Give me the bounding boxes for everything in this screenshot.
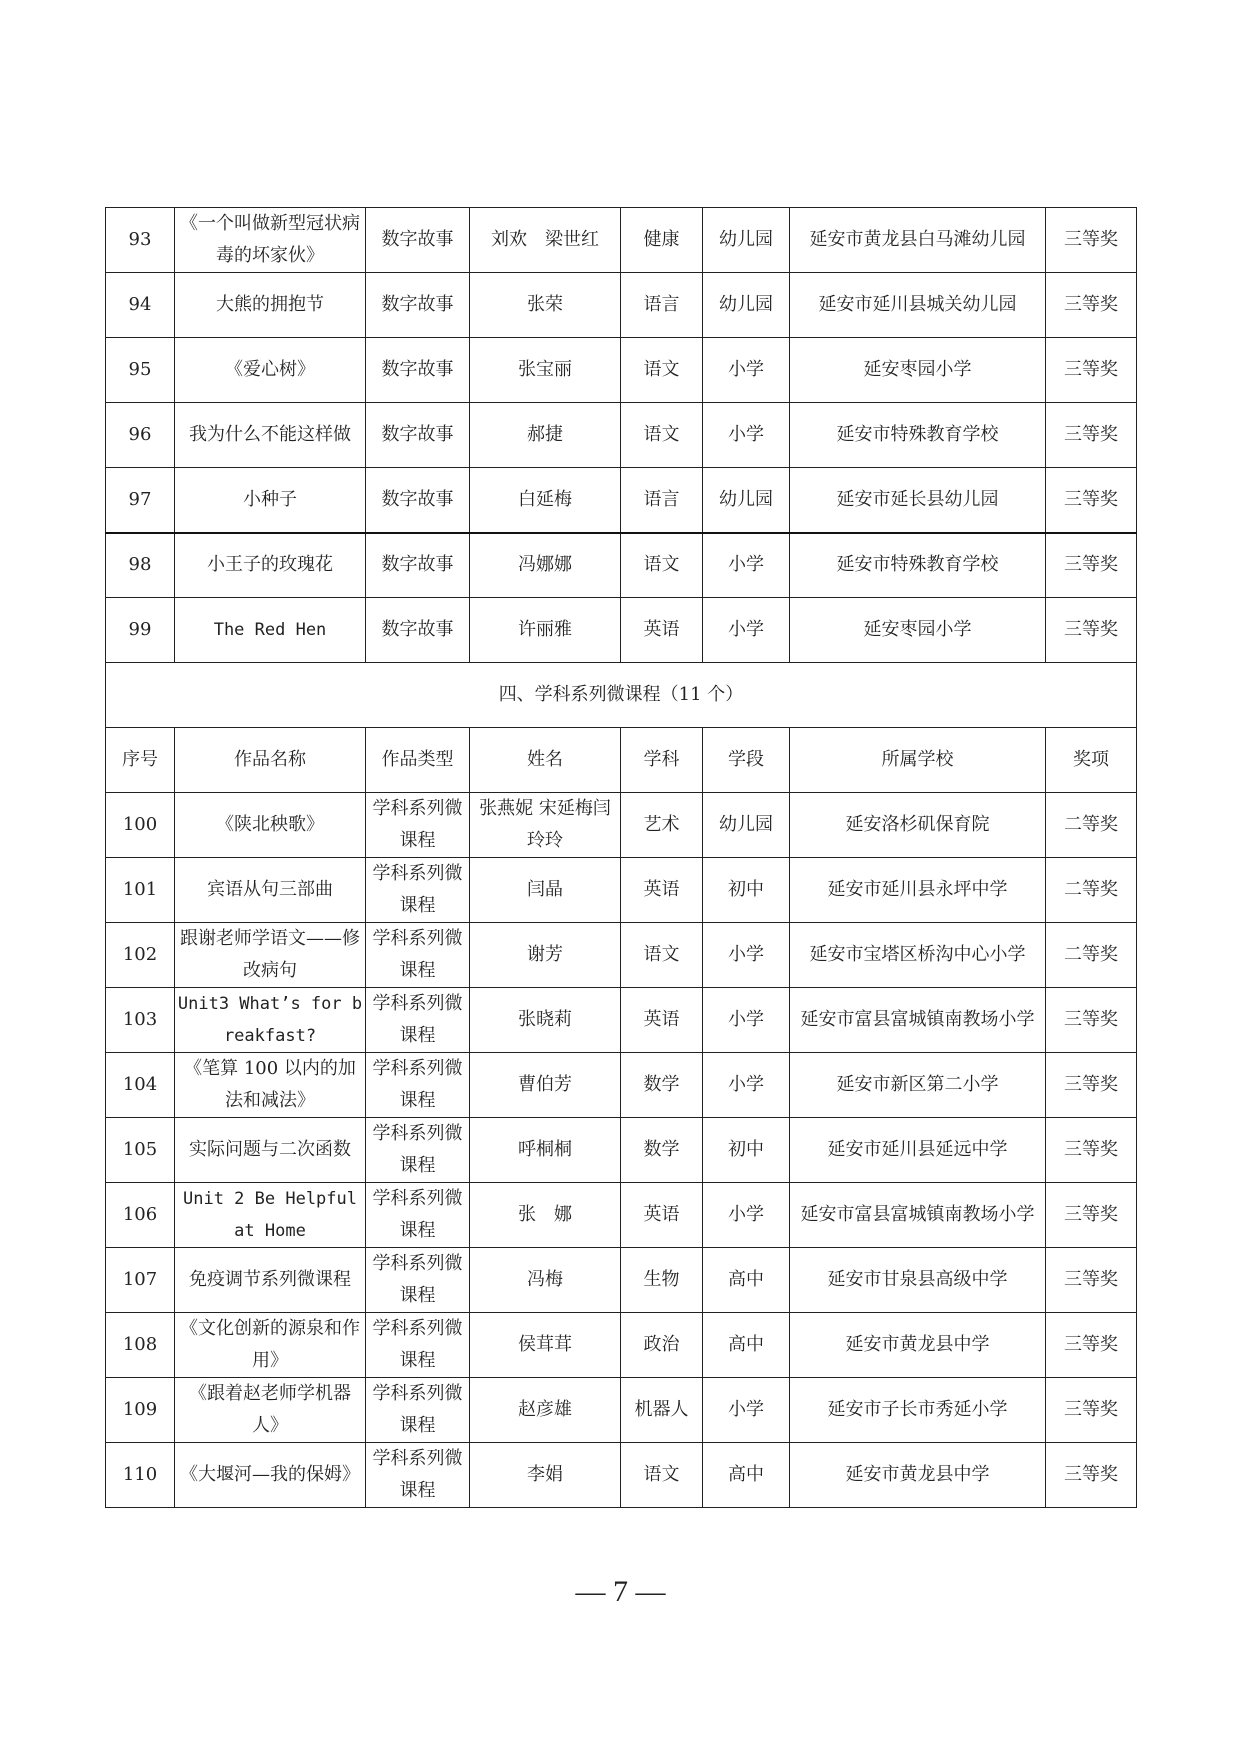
cell-index: 93: [106, 208, 175, 273]
table-row: [106, 208, 1137, 273]
cell-index: 108: [106, 1313, 175, 1378]
cell-stage: 小学: [703, 598, 790, 663]
awards-table: [105, 207, 1137, 1508]
cell-stage: 高中: [703, 1313, 790, 1378]
page-number: — 7 —: [575, 1575, 666, 1608]
cell-index: 109: [106, 1378, 175, 1443]
cell-school: 延安市新区第二小学: [790, 1053, 1046, 1118]
cell-subject: 语文: [621, 533, 703, 598]
cell-subject: 英语: [621, 598, 703, 663]
cell-type: 数字故事: [366, 598, 470, 663]
cell-subject: 机器人: [621, 1378, 703, 1443]
cell-index: 100: [106, 793, 175, 858]
cell-title: 宾语从句三部曲: [175, 858, 366, 923]
table-row: [106, 1183, 1137, 1248]
cell-type: 数字故事: [366, 468, 470, 533]
cell-stage: 小学: [703, 533, 790, 598]
header-cell-stage: 学段: [703, 728, 790, 793]
table-row: [106, 1118, 1137, 1183]
cell-stage: 幼儿园: [703, 468, 790, 533]
cell-title: Unit 2 Be Helpful at Home: [175, 1183, 366, 1248]
cell-school: 延安市富县富城镇南教场小学: [790, 1183, 1046, 1248]
cell-subject: 健康: [621, 208, 703, 273]
cell-school: 延安市延川县永坪中学: [790, 858, 1046, 923]
cell-title: 《文化创新的源泉和作用》: [175, 1313, 366, 1378]
cell-award: 三等奖: [1046, 1443, 1137, 1508]
cell-type: 学科系列微课程: [366, 1183, 470, 1248]
table-row: [106, 598, 1137, 663]
cell-award: 二等奖: [1046, 858, 1137, 923]
cell-title: 小王子的玫瑰花: [175, 533, 366, 598]
cell-type: 学科系列微课程: [366, 1313, 470, 1378]
cell-subject: 数学: [621, 1053, 703, 1118]
cell-name: 侯茸茸: [470, 1313, 621, 1378]
cell-type: 学科系列微课程: [366, 1118, 470, 1183]
cell-name: 赵彦雄: [470, 1378, 621, 1443]
cell-stage: 小学: [703, 988, 790, 1053]
cell-school: 延安市延川县延远中学: [790, 1118, 1046, 1183]
cell-type: 学科系列微课程: [366, 1443, 470, 1508]
cell-title: 免疫调节系列微课程: [175, 1248, 366, 1313]
cell-index: 104: [106, 1053, 175, 1118]
section-title: 四、学科系列微课程（11 个）: [106, 663, 1137, 728]
cell-type: 学科系列微课程: [366, 1378, 470, 1443]
cell-name: 李娟: [470, 1443, 621, 1508]
cell-stage: 小学: [703, 338, 790, 403]
cell-index: 110: [106, 1443, 175, 1508]
cell-subject: 艺术: [621, 793, 703, 858]
cell-index: 107: [106, 1248, 175, 1313]
cell-type: 数字故事: [366, 403, 470, 468]
table-row: [106, 1378, 1137, 1443]
cell-title: 《笔算 100 以内的加法和减法》: [175, 1053, 366, 1118]
cell-type: 学科系列微课程: [366, 1053, 470, 1118]
cell-type: 数字故事: [366, 533, 470, 598]
cell-name: 许丽雅: [470, 598, 621, 663]
cell-school: 延安市特殊教育学校: [790, 533, 1046, 598]
cell-school: 延安市黄龙县白马滩幼儿园: [790, 208, 1046, 273]
cell-index: 94: [106, 273, 175, 338]
cell-name: 张 娜: [470, 1183, 621, 1248]
table-row: [106, 1313, 1137, 1378]
cell-stage: 高中: [703, 1248, 790, 1313]
cell-index: 98: [106, 533, 175, 598]
cell-title: 小种子: [175, 468, 366, 533]
cell-stage: 高中: [703, 1443, 790, 1508]
cell-school: 延安市延川县城关幼儿园: [790, 273, 1046, 338]
cell-title: 《跟着赵老师学机器人》: [175, 1378, 366, 1443]
cell-school: 延安市黄龙县中学: [790, 1313, 1046, 1378]
cell-school: 延安市黄龙县中学: [790, 1443, 1046, 1508]
cell-title: 大熊的拥抱节: [175, 273, 366, 338]
cell-school: 延安市甘泉县高级中学: [790, 1248, 1046, 1313]
header-cell-index: 序号: [106, 728, 175, 793]
cell-name: 谢芳: [470, 923, 621, 988]
table-body-digital-stories: [106, 208, 1137, 663]
cell-school: 延安枣园小学: [790, 338, 1046, 403]
cell-subject: 语文: [621, 1443, 703, 1508]
cell-title: 《大堰河—我的保姆》: [175, 1443, 366, 1508]
table-row: [106, 988, 1137, 1053]
cell-award: 三等奖: [1046, 1248, 1137, 1313]
cell-award: 三等奖: [1046, 1378, 1137, 1443]
cell-name: 闫晶: [470, 858, 621, 923]
header-cell-title: 作品名称: [175, 728, 366, 793]
cell-name: 曹伯芳: [470, 1053, 621, 1118]
cell-name: 刘欢 梁世红: [470, 208, 621, 273]
cell-award: 三等奖: [1046, 1053, 1137, 1118]
cell-index: 106: [106, 1183, 175, 1248]
cell-award: 二等奖: [1046, 793, 1137, 858]
section-heading-group: [106, 663, 1137, 793]
cell-name: 郝捷: [470, 403, 621, 468]
cell-title: 《一个叫做新型冠状病毒的坏家伙》: [175, 208, 366, 273]
table-row: [106, 923, 1137, 988]
cell-title: 跟谢老师学语文——修改病句: [175, 923, 366, 988]
cell-award: 三等奖: [1046, 403, 1137, 468]
table-body-micro-courses: [106, 793, 1137, 1508]
cell-subject: 语文: [621, 923, 703, 988]
table-row: [106, 338, 1137, 403]
cell-title: 《陕北秧歌》: [175, 793, 366, 858]
table-row: [106, 1053, 1137, 1118]
cell-stage: 幼儿园: [703, 208, 790, 273]
cell-title: 我为什么不能这样做: [175, 403, 366, 468]
cell-award: 三等奖: [1046, 1313, 1137, 1378]
cell-index: 96: [106, 403, 175, 468]
cell-stage: 初中: [703, 1118, 790, 1183]
cell-index: 101: [106, 858, 175, 923]
cell-award: 三等奖: [1046, 533, 1137, 598]
cell-subject: 语文: [621, 338, 703, 403]
cell-stage: 初中: [703, 858, 790, 923]
cell-type: 学科系列微课程: [366, 1248, 470, 1313]
cell-type: 数字故事: [366, 338, 470, 403]
table-row: [106, 1248, 1137, 1313]
cell-subject: 英语: [621, 988, 703, 1053]
header-cell-name: 姓名: [470, 728, 621, 793]
cell-index: 103: [106, 988, 175, 1053]
cell-name: 张燕妮 宋延梅闫玲玲: [470, 793, 621, 858]
cell-stage: 小学: [703, 403, 790, 468]
table-row: [106, 533, 1137, 598]
table-header-row: [106, 728, 1137, 793]
cell-award: 三等奖: [1046, 598, 1137, 663]
cell-title: 《爱心树》: [175, 338, 366, 403]
cell-subject: 政治: [621, 1313, 703, 1378]
cell-subject: 语言: [621, 273, 703, 338]
cell-type: 学科系列微课程: [366, 988, 470, 1053]
table-row: [106, 1443, 1137, 1508]
cell-stage: 幼儿园: [703, 793, 790, 858]
cell-school: 延安市子长市秀延小学: [790, 1378, 1046, 1443]
cell-subject: 语文: [621, 403, 703, 468]
cell-subject: 语言: [621, 468, 703, 533]
header-cell-subject: 学科: [621, 728, 703, 793]
cell-title: 实际问题与二次函数: [175, 1118, 366, 1183]
cell-index: 105: [106, 1118, 175, 1183]
cell-index: 102: [106, 923, 175, 988]
cell-school: 延安市特殊教育学校: [790, 403, 1046, 468]
table-row: [106, 468, 1137, 533]
cell-name: 张宝丽: [470, 338, 621, 403]
cell-award: 二等奖: [1046, 923, 1137, 988]
cell-type: 学科系列微课程: [366, 793, 470, 858]
cell-index: 97: [106, 468, 175, 533]
cell-type: 数字故事: [366, 273, 470, 338]
cell-stage: 小学: [703, 1378, 790, 1443]
cell-type: 数字故事: [366, 208, 470, 273]
cell-name: 张荣: [470, 273, 621, 338]
cell-subject: 生物: [621, 1248, 703, 1313]
cell-title: Unit3 What’s for breakfast?: [175, 988, 366, 1053]
cell-type: 学科系列微课程: [366, 858, 470, 923]
header-cell-type: 作品类型: [366, 728, 470, 793]
cell-school: 延安枣园小学: [790, 598, 1046, 663]
cell-stage: 幼儿园: [703, 273, 790, 338]
cell-subject: 英语: [621, 1183, 703, 1248]
cell-stage: 小学: [703, 1183, 790, 1248]
table-row: [106, 858, 1137, 923]
cell-school: 延安市宝塔区桥沟中心小学: [790, 923, 1046, 988]
table-row: [106, 403, 1137, 468]
table-row: [106, 793, 1137, 858]
cell-award: 三等奖: [1046, 988, 1137, 1053]
cell-stage: 小学: [703, 1053, 790, 1118]
header-cell-school: 所属学校: [790, 728, 1046, 793]
cell-name: 冯梅: [470, 1248, 621, 1313]
cell-award: 三等奖: [1046, 1183, 1137, 1248]
cell-stage: 小学: [703, 923, 790, 988]
cell-award: 三等奖: [1046, 273, 1137, 338]
cell-title: The Red Hen: [175, 598, 366, 663]
header-cell-award: 奖项: [1046, 728, 1137, 793]
cell-award: 三等奖: [1046, 1118, 1137, 1183]
cell-subject: 英语: [621, 858, 703, 923]
table-row: [106, 273, 1137, 338]
cell-index: 99: [106, 598, 175, 663]
cell-name: 张晓莉: [470, 988, 621, 1053]
cell-name: 白延梅: [470, 468, 621, 533]
cell-school: 延安市富县富城镇南教场小学: [790, 988, 1046, 1053]
cell-school: 延安市延长县幼儿园: [790, 468, 1046, 533]
cell-name: 冯娜娜: [470, 533, 621, 598]
cell-index: 95: [106, 338, 175, 403]
cell-award: 三等奖: [1046, 338, 1137, 403]
cell-school: 延安洛杉矶保育院: [790, 793, 1046, 858]
cell-award: 三等奖: [1046, 468, 1137, 533]
cell-subject: 数学: [621, 1118, 703, 1183]
cell-type: 学科系列微课程: [366, 923, 470, 988]
cell-award: 三等奖: [1046, 208, 1137, 273]
cell-name: 呼桐桐: [470, 1118, 621, 1183]
